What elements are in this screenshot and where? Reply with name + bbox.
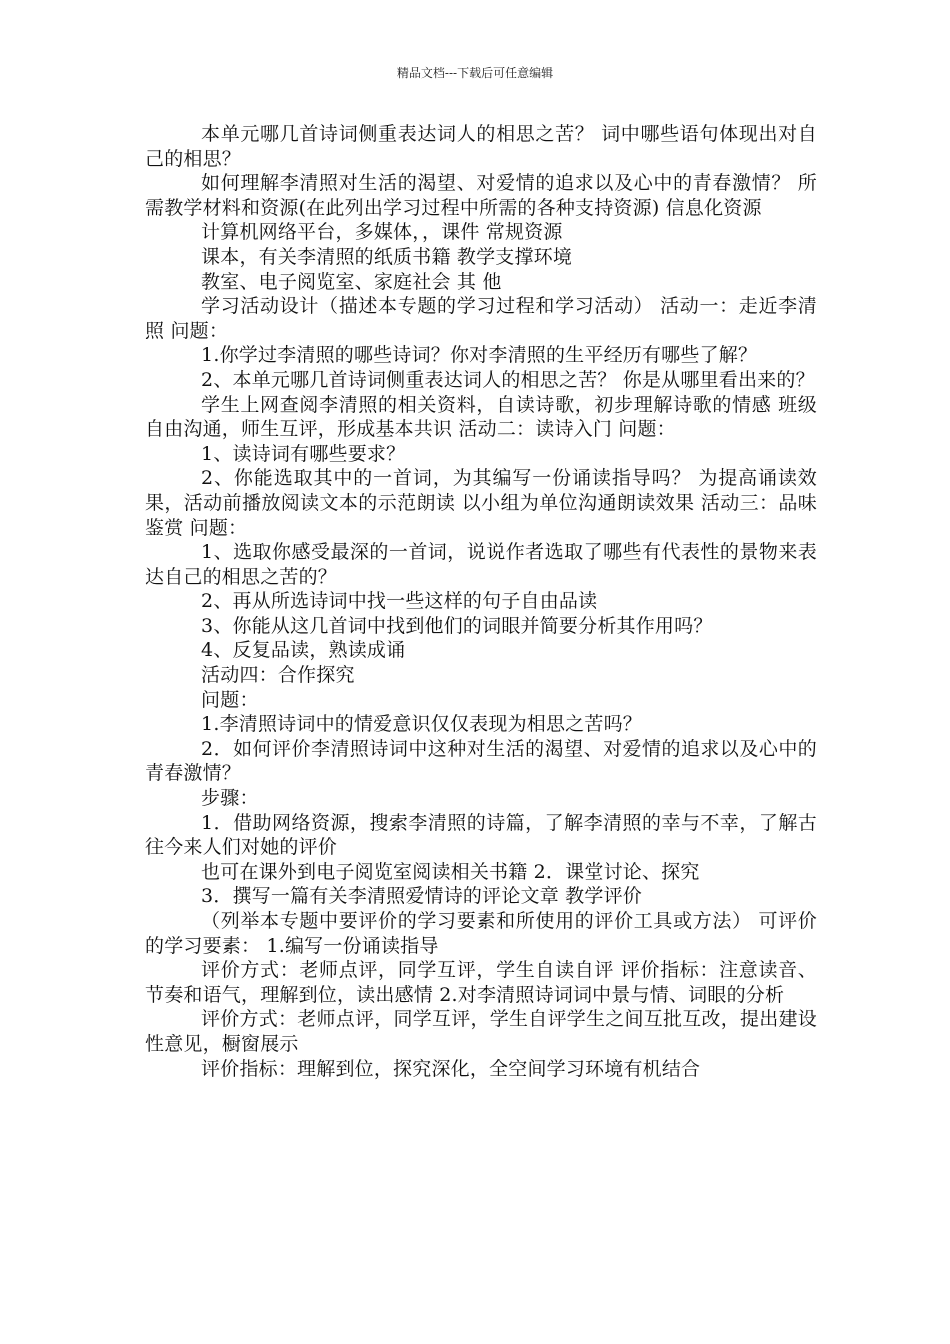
paragraph: （列举本专题中要评价的学习要素和所使用的评价工具或方法） 可评价的学习要素： 1.编写一份诵读指导: [145, 910, 817, 957]
paragraph: 本单元哪几首诗词侧重表达词人的相思之苦？ 词中哪些语句体现出对自己的相思？: [145, 123, 817, 170]
paragraph: 评价指标：理解到位，探究深化，全空间学习环境有机结合: [201, 1057, 701, 1080]
paragraph: 教室、电子阅览室、家庭社会 其 他: [201, 270, 502, 293]
paragraph: 2、本单元哪几首诗词侧重表达词人的相思之苦？ 你是从哪里看出来的？: [201, 368, 815, 391]
page-header: 精品文档---下载后可任意编辑: [396, 66, 554, 80]
paragraph: 也可在课外到电子阅览室阅读相关书籍 2．课堂讨论、探究: [201, 860, 700, 883]
paragraph: 学生上网查阅李清照的相关资料，自读诗歌，初步理解诗歌的情感 班级自由沟通，师生互评，形成基本共识 活动二：读诗入门 问题：: [145, 393, 817, 441]
document-body: [145, 122, 817, 1081]
paragraph: 2、再从所选诗词中找一些这样的句子自由品读: [201, 590, 598, 613]
paragraph: 计算机网络平台，多媒体，，课件 常规资源: [201, 221, 563, 244]
paragraph: 1.你学过李清照的哪些诗词？你对李清照的生平经历有哪些了解？: [201, 344, 758, 367]
paragraph: 3．撰写一篇有关李清照爱情诗的评论文章 教学评价: [201, 885, 642, 908]
paragraph: 2、你能选取其中的一首词，为其编写一份诵读指导吗？ 为提高诵读效果，活动前播放阅读文本的示范朗读 以小组为单位沟通朗读效果 活动三：品味鉴赏 问题：: [145, 467, 817, 539]
paragraph: 1、读诗词有哪些要求？: [201, 442, 406, 465]
paragraph: 问题：: [201, 688, 259, 711]
paragraph: 评价方式：老师点评，同学互评，学生自读自评 评价指标：注意读音、节奏和语气，理解到位，读出感情 2.对李清照诗词词中景与情、词眼的分析: [145, 959, 817, 1006]
paragraph: 2．如何评价李清照诗词中这种对生活的渴望、对爱情的追求以及心中的青春激情？: [145, 737, 817, 785]
paragraph: 评价方式：老师点评，同学互评，学生自评学生之间互批互改，提出建设性意见，橱窗展示: [145, 1008, 817, 1055]
paragraph: 活动四：合作探究: [201, 664, 355, 687]
paragraph: 1、选取你感受最深的一首词，说说作者选取了哪些有代表性的景物来表达自己的相思之苦的？: [145, 541, 817, 588]
paragraph: 如何理解李清照对生活的渴望、对爱情的追求以及心中的青春激情？ 所需教学材料和资源(在此列出学习过程中所需的各种支持资源) 信息化资源: [145, 172, 817, 219]
paragraph: 1.李清照诗词中的情爱意识仅仅表现为相思之苦吗？: [201, 713, 642, 736]
paragraph: 3、你能从这几首词中找到他们的词眼并简要分析其作用吗？: [201, 614, 713, 637]
paragraph: 1．借助网络资源，搜索李清照的诗篇，了解李清照的幸与不幸，了解古往今来人们对她的评价: [145, 811, 817, 859]
paragraph: 课本，有关李清照的纸质书籍 教学支撑环境: [201, 245, 573, 268]
paragraph: 学习活动设计（描述本专题的学习过程和学习活动） 活动一：走近李清照 问题：: [145, 295, 817, 342]
paragraph: 4、反复品读，熟读成诵: [201, 639, 406, 662]
paragraph: 步骤：: [201, 787, 259, 810]
